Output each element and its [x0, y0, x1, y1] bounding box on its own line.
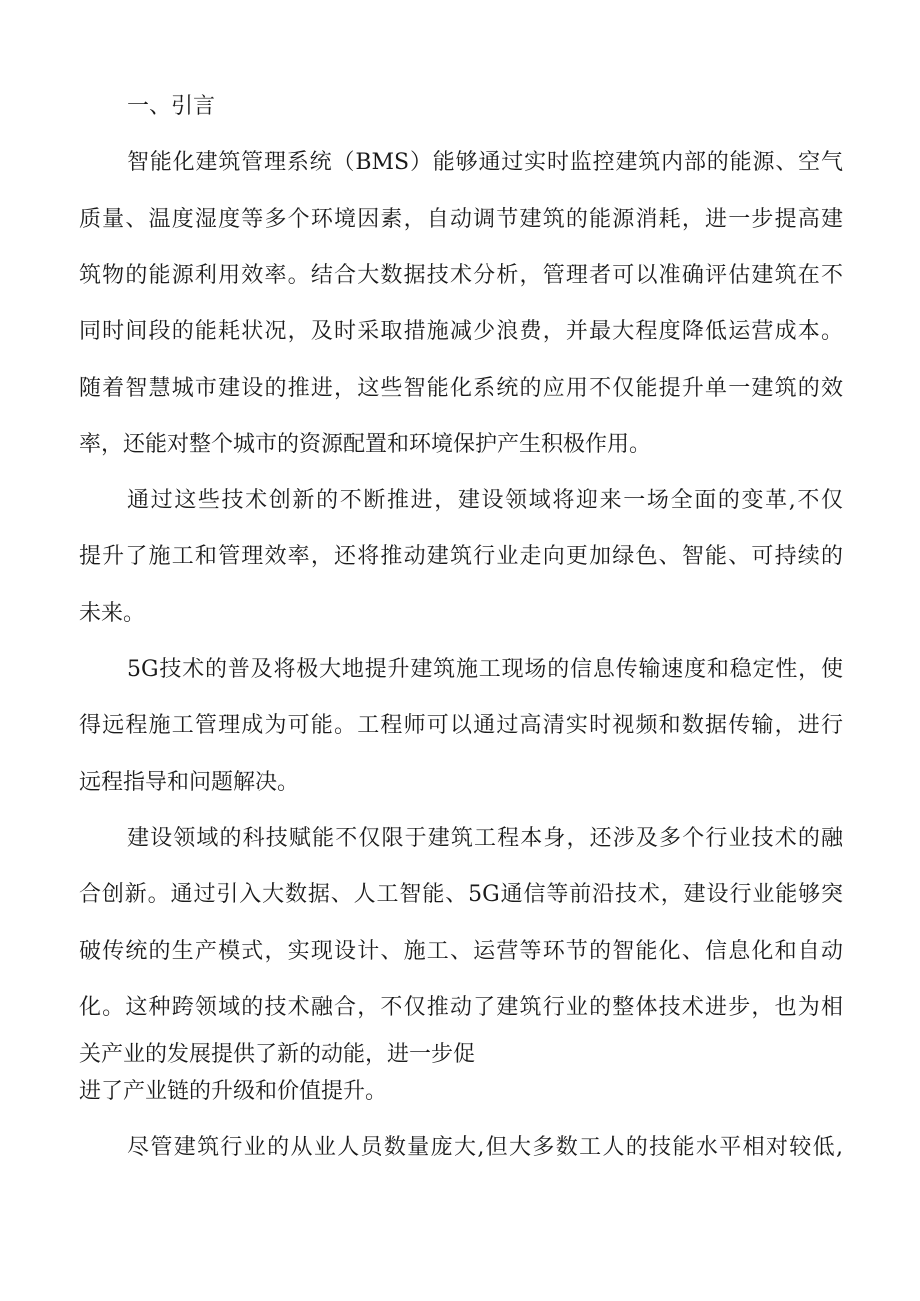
paragraph-1-line-3: 筑物的能源利用效率。结合大数据技术分析，管理者可以准确评估建筑在不: [79, 263, 843, 288]
paragraph-4-line-1: 建设领域的科技赋能不仅限于建筑工程本身，还涉及多个行业技术的融: [127, 826, 843, 851]
paragraph-4-line-5: 关产业的发展提供了新的动能，进一步促: [79, 1042, 476, 1067]
paragraph-3-line-2: 得远程施工管理成为可能。工程师可以通过高清实时视频和数据传输，进行: [79, 713, 843, 738]
paragraph-3-line-1: 5G技术的普及将极大地提升建筑施工现场的信息传输速度和稳定性，使: [127, 657, 843, 682]
paragraph-4-line-4: 化。这种跨领域的技术融合，不仅推动了建筑行业的整体技术进步，也为相: [79, 995, 843, 1020]
paragraph-1-line-1: 智能化建筑管理系统（BMS）能够通过实时监控建筑内部的能源、空气: [127, 150, 843, 175]
paragraph-4-line-6: 进了产业链的升级和价值提升。: [79, 1079, 388, 1104]
paragraph-2-line-2: 提升了施工和管理效率，还将推动建筑行业走向更加绿色、智能、可持续的: [79, 544, 843, 569]
paragraph-2-line-1: 通过这些技术创新的不断推进，建设领域将迎来一场全面的变革,不仅: [127, 488, 843, 513]
paragraph-4-line-2: 合创新。通过引入大数据、人工智能、5G通信等前沿技术，建设行业能够突: [79, 882, 843, 907]
paragraph-1-line-6: 率，还能对整个城市的资源配置和环境保护产生积极作用。: [79, 432, 652, 457]
paragraph-2-line-3: 未来。: [79, 601, 146, 626]
paragraph-1-line-5: 随着智慧城市建设的推进，这些智能化系统的应用不仅能提升单一建筑的效: [79, 376, 843, 401]
paragraph-4-line-3: 破传统的生产模式，实现设计、施工、运营等环节的智能化、信息化和自动: [79, 939, 843, 964]
paragraph-1-line-4: 同时间段的能耗状况，及时采取措施减少浪费，并最大程度降低运营成本。: [79, 319, 843, 344]
paragraph-1-line-2: 质量、温度湿度等多个环境因素，自动调节建筑的能源消耗，进一步提高建: [79, 207, 843, 232]
paragraph-3-line-3: 远程指导和问题解决。: [79, 770, 300, 795]
section-heading: 一、引言: [127, 94, 216, 119]
paragraph-5-line-1: 尽管建筑行业的从业人员数量庞大,但大多数工人的技能水平相对较低,: [127, 1135, 843, 1160]
